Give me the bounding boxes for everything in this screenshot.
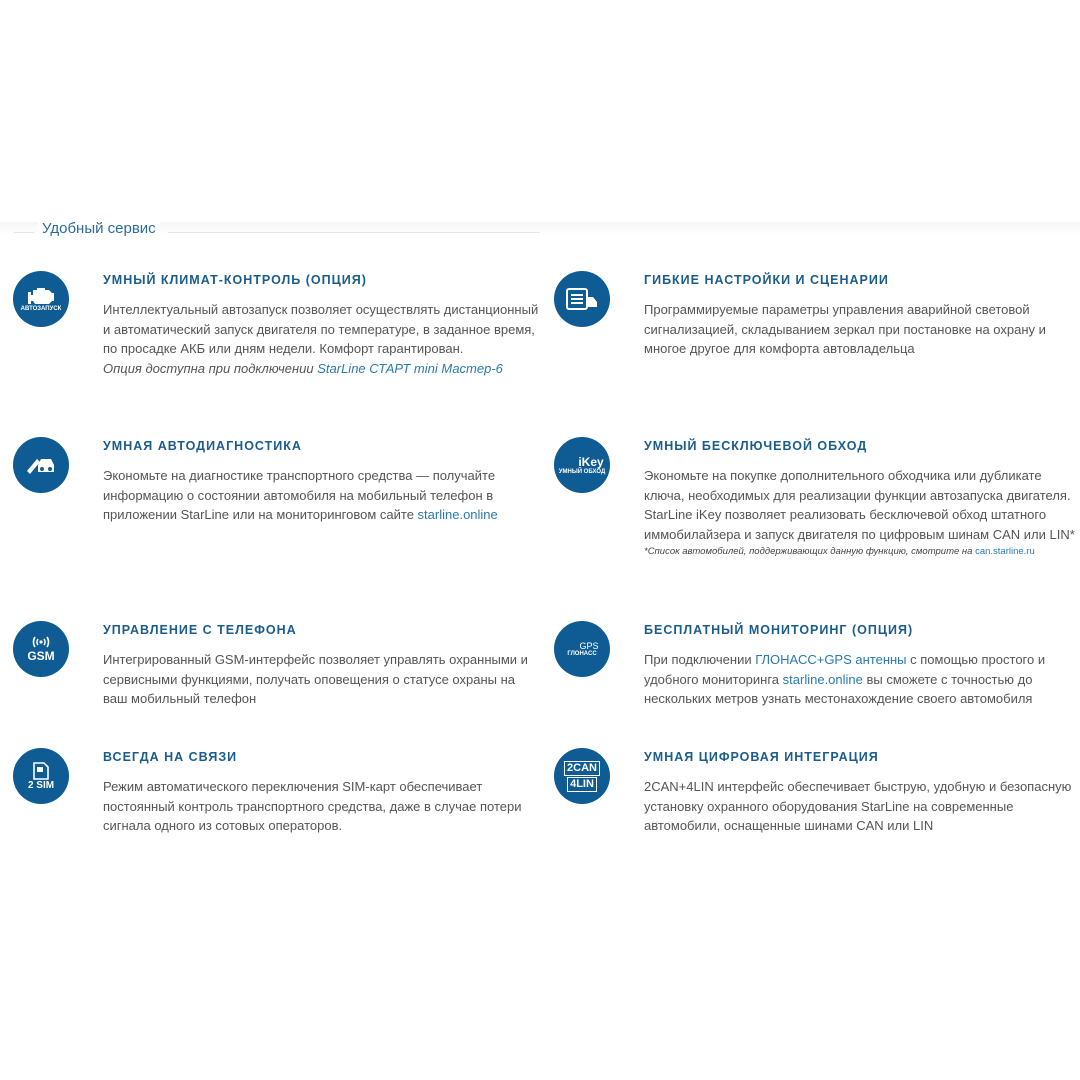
glonass-antenna-link[interactable]: ГЛОНАСС+GPS антенны <box>755 652 907 667</box>
can-lin-icon: 2CAN 4LIN <box>554 748 610 804</box>
feature-text: Интегрированный GSM-интерфейс позволяет управлять охранными и сервисными функциями, получать оповещения о статусе охраны на ваш мобильный телефон <box>103 652 528 706</box>
feature-climate <box>103 273 543 378</box>
sim-icon: 2 SIM <box>13 748 69 804</box>
feature-settings <box>644 273 1080 359</box>
section-title: Удобный сервис <box>38 220 160 237</box>
feature-text: Интеллектуальный автозапуск позволяет осуществлять дистанционный и автоматический запуск двигателя по температуре, в заданное время, по просадке АКБ или дням недели. Комфорт гарантирован. <box>103 302 539 356</box>
feature-text: 2CAN+4LIN интерфейс обеспечивает быструю, удобную и безопасную установку охранного оборудования StarLine на современные автомобили, оснащенные шинами CAN или LIN <box>644 779 1072 833</box>
feature-title: УМНЫЙ КЛИМАТ-КОНТРОЛЬ (ОПЦИЯ) <box>103 273 367 287</box>
can-starline-link[interactable]: can.starline.ru <box>975 546 1035 557</box>
feature-title: УМНАЯ ЦИФРОВАЯ ИНТЕГРАЦИЯ <box>644 750 879 764</box>
feature-text: Экономьте на покупке дополнительного обходчика или дубликате ключа, необходимых для реализации функции автозапуска двигателя. StarLine iKey позволяет реализовать бесключевой обход штатного иммобилайзера и запуск двигателя по цифровым шинам CAN или LIN* <box>644 468 1075 542</box>
feature-digital-integration <box>644 750 1080 836</box>
divider <box>14 232 34 233</box>
product-link[interactable]: StarLine СТАРТ mini Мастер-6 <box>317 360 503 376</box>
note-text: *Список автомобилей, поддерживающих данную функцию, смотрите на <box>644 546 976 557</box>
starline-online-link[interactable]: starline.online <box>782 671 863 687</box>
feature-title: ВСЕГДА НА СВЯЗИ <box>103 750 238 764</box>
feature-title: ГИБКИЕ НАСТРОЙКИ И СЦЕНАРИИ <box>644 273 889 287</box>
feature-ikey <box>644 439 1080 557</box>
note-text: Опция доступна при подключении <box>103 360 318 376</box>
car-wrench-icon <box>13 437 69 493</box>
feature-always-connected <box>103 750 543 836</box>
starline-online-link[interactable]: starline.online <box>417 507 498 522</box>
feature-phone-control <box>103 623 543 709</box>
divider <box>168 232 540 233</box>
feature-title: УПРАВЛЕНИЕ С ТЕЛЕФОНА <box>103 623 297 637</box>
feature-title: УМНЫЙ БЕСКЛЮЧЕВОЙ ОБХОД <box>644 439 868 453</box>
feature-text: вы сможете с точностью до нескольких метров узнать местонахождение своего автомобиля <box>644 671 1033 706</box>
feature-text: Режим автоматического переключения SIM-карт обеспечивает постоянный контроль транспортного средства, даже в случае потери сигнала одного из сотовых операторов. <box>103 779 522 833</box>
section-band <box>0 222 1080 236</box>
gsm-icon: GSM <box>13 621 69 677</box>
feature-title: БЕСПЛАТНЫЙ МОНИТОРИНГ (ОПЦИЯ) <box>644 623 914 637</box>
feature-diagnostics <box>103 439 543 525</box>
engine-icon: АВТОЗАПУСК <box>13 271 69 327</box>
feature-monitoring <box>644 623 1080 709</box>
feature-text: Экономьте на диагностике транспортного средства — получайте информацию о состоянии автомобиля на мобильный телефон в приложении StarLine или на мониторинговом сайте <box>103 468 496 522</box>
ikey-icon: iKey УМНЫЙ ОБХОД <box>554 437 610 493</box>
satellite-icon: GPS ГЛОНАСС <box>554 621 610 677</box>
feature-text: При подключении <box>644 652 756 667</box>
feature-text: с помощью простого и удобного мониторинга <box>644 652 1046 687</box>
settings-car-icon <box>554 271 610 327</box>
feature-title: УМНАЯ АВТОДИАГНОСТИКА <box>103 439 302 453</box>
feature-text: Программируемые параметры управления аварийной световой сигнализацией, складыванием зеркал при постановке на охрану и многое другое для комфорта автовладельца <box>644 302 1046 356</box>
